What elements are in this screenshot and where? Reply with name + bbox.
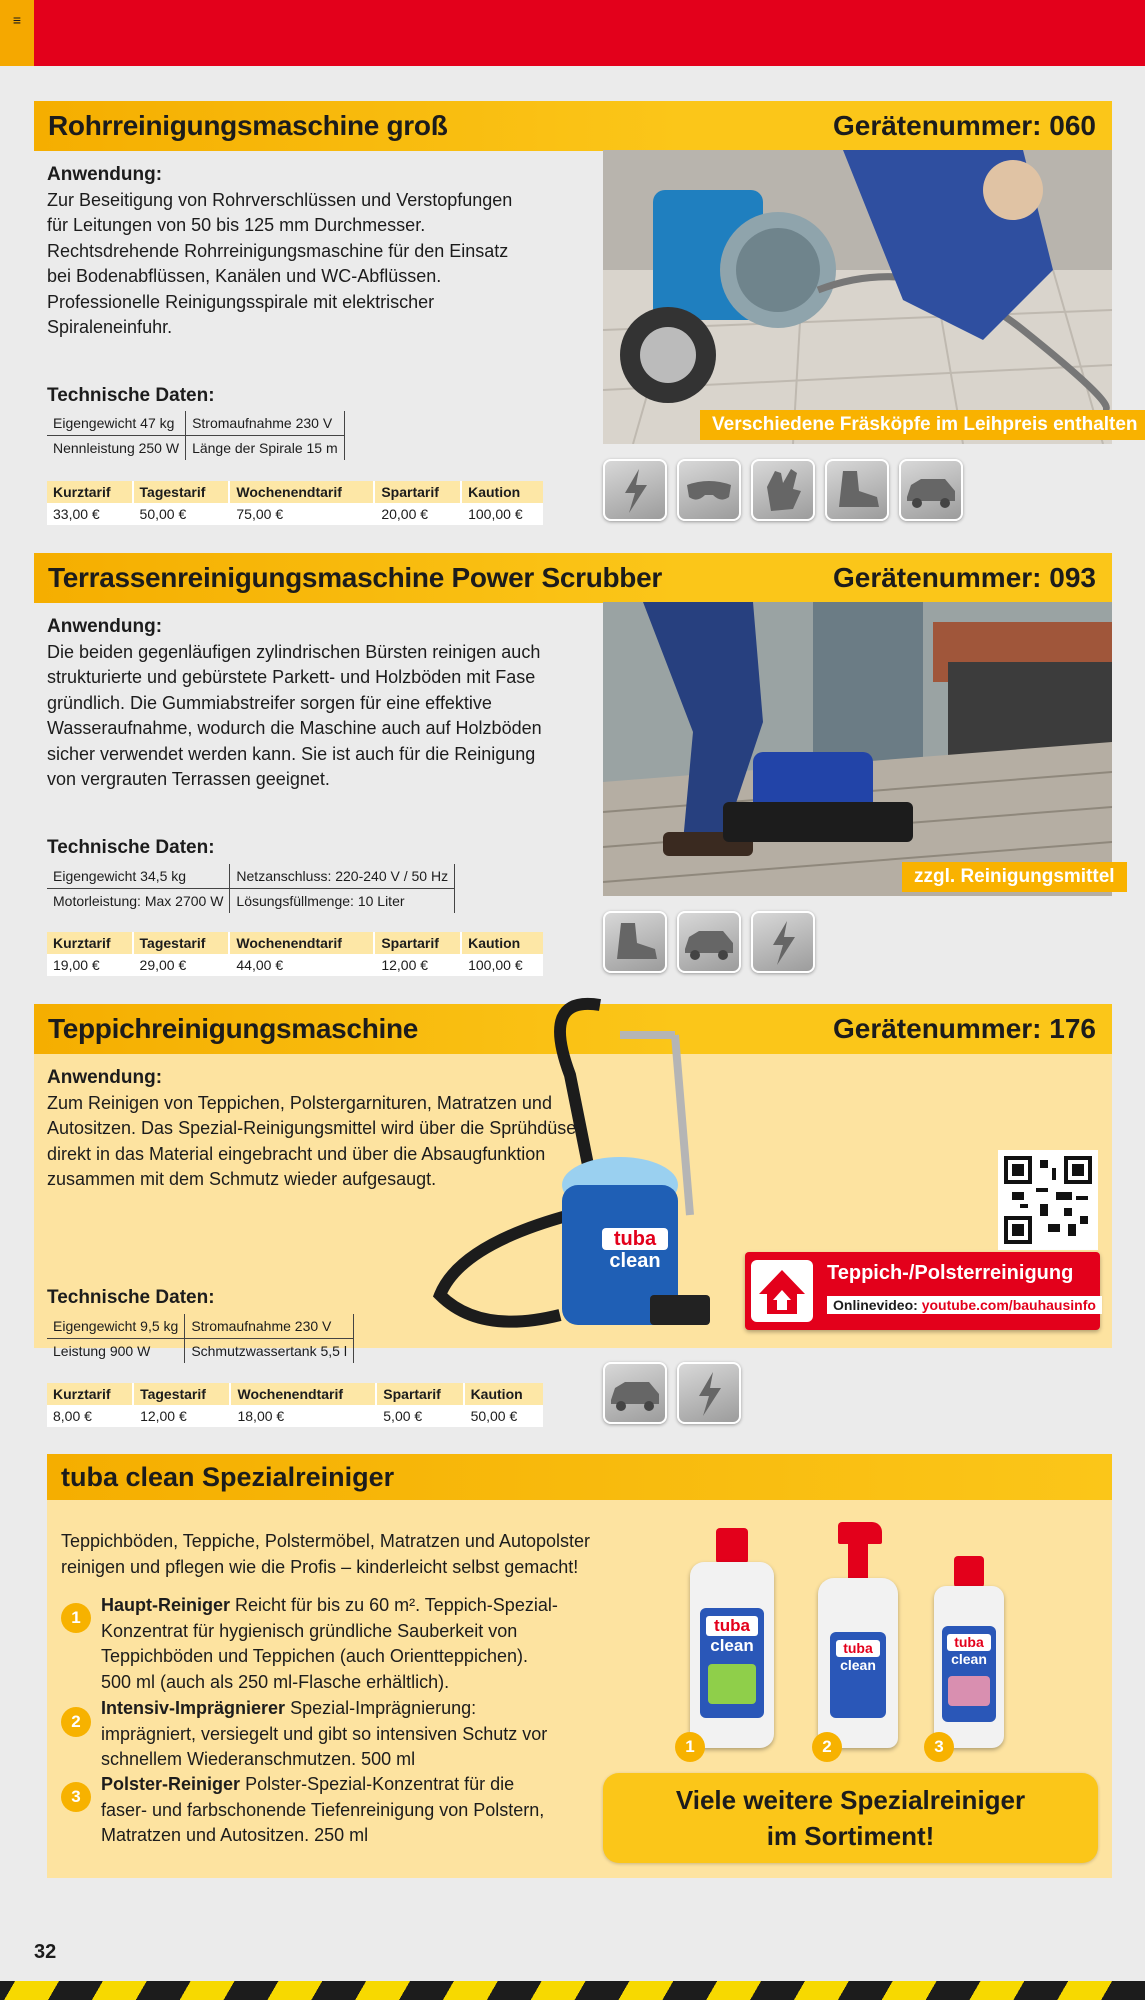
application-description: Die beiden gegenläufigen zylindrischen Bürsten reinigen auch strukturierte und gebürstete Parkett- und Holzböden mit Fase gründlich. Die Gummiabstreifer sorgen für eine effektive Wasseraufnahme, wodurch die Maschine auch auf Holzböden sicher verwendet werden kann. Sie ist auch für die Reinigung von vergrauten Terrassen geeignet. [47,641,542,789]
safety-boot-icon [603,911,667,973]
house-logo-icon [751,1260,813,1322]
section-title: Teppichreinigungsmaschine [48,1013,419,1044]
machine-brand-label: tuba clean [602,1228,668,1272]
cleaner-item: Haupt-Reiniger Reicht für bis zu 60 m². Teppich-Spezial-Konzentrat für hygienisch gründliche Sauberkeit von Teppichböden und Teppichen (auch Orientteppichen). 500 ml (auch als 250 ml-Flasche erhältlich). [101,1595,558,1692]
item-badge: 2 [61,1707,91,1737]
device-number: Gerätenummer: 060 [832,110,1096,141]
bottle-number: 3 [924,1732,954,1762]
device-number: Gerätenummer: 176 [832,1013,1096,1044]
lightning-icon [751,911,815,973]
pipe-cleaner-photo [603,150,1112,444]
video-link-box[interactable] [745,1252,1100,1330]
hazard-stripe [0,1981,1145,2000]
spec-table: Eigengewicht 47 kg Stromaufnahme 230 V Nennleistung 250 W Länge der Spirale 15 m [47,411,345,460]
item-badge: 3 [61,1782,91,1812]
work-glove-icon [751,459,815,521]
page-number: 32 [34,1941,57,1963]
bottle-number: 1 [675,1732,705,1762]
bottle-intensiv-impraegnierer: tuba clean [816,1522,900,1748]
tech-data-label: Technische Daten: [47,385,215,406]
more-cleaners-banner: Viele weitere Spezialreiniger im Sortiment! [603,1773,1098,1863]
bottle-number: 2 [812,1732,842,1762]
safety-glasses-icon [677,459,741,521]
spec-table: Eigengewicht 34,5 kg Netzanschluss: 220-240 V / 50 Hz Motorleistung: Max 2700 W Lösungsfüllmenge: 10 Liter [47,864,455,913]
car-icon [603,1362,667,1424]
section-title: Rohrreinigungsmaschine groß [48,110,448,141]
application-description: Zum Reinigen von Teppichen, Polstergarnituren, Matratzen und Autositzen. Das Spezial-Reinigungsmittel wird über die Sprühdüse direkt in das Material eingebracht und über die Absaugfunktion zusammen mit dem Schmutz wieder aufgesaugt. [47,1092,577,1189]
photo-caption: Verschiedene Fräsköpfe im Leihpreis enthalten [700,410,1145,440]
lightning-icon [603,459,667,521]
price-table: Kurztarif Tagestarif Wochenendtarif Spartarif Kaution 33,00 € 50,00 € 75,00 € 20,00 € 100,00 € [47,481,543,525]
lightning-icon [677,1362,741,1424]
cleaner-item: Intensiv-Imprägnierer Spezial-Imprägnierung: imprägniert, versiegelt und gibt so intensiven Schutz vor schnellem Wiederanschmutzen. 500 ml [101,1698,548,1769]
car-icon [899,459,963,521]
spec-table: Eigengewicht 9,5 kg Stromaufnahme 230 V Leistung 900 W Schmutzwassertank 5,5 l [47,1314,354,1363]
car-icon [677,911,741,973]
top-bar [0,0,1145,66]
cleaner-title: tuba clean Spezialreiniger [61,1462,395,1492]
price-table: Kurztarif Tagestarif Wochenendtarif Spartarif Kaution 19,00 € 29,00 € 44,00 € 12,00 € 100,00 € [47,932,543,976]
cleaner-intro: Teppichböden, Teppiche, Polstermöbel, Matratzen und Autopolster reinigen und pflegen wie die Profis – kinderleicht selbst gemacht! [61,1531,591,1577]
section-header-rohrreinigung [34,101,1112,151]
menu-marker: ≡ [0,0,34,66]
video-link[interactable]: Onlinevideo: youtube.com/bauhausinfo [827,1296,1102,1314]
carpet-machine-image [420,995,720,1365]
video-title: Teppich-/Polsterreinigung [827,1262,1074,1284]
device-number: Gerätenummer: 093 [832,562,1096,593]
application-text [47,162,527,341]
cleaner-item: Polster-Reiniger Polster-Spezial-Konzentrat für die faser- und farbschonende Tiefenreinigung von Polstern, Matratzen und Autositzen. 250 ml [101,1774,545,1845]
section-header-power-scrubber [34,553,1112,603]
tech-data-label: Technische Daten: [47,837,215,858]
power-scrubber-photo [603,602,1112,896]
application-text [47,614,567,793]
item-badge: 1 [61,1603,91,1633]
price-table: Kurztarif Tagestarif Wochenendtarif Spartarif Kaution 8,00 € 12,00 € 18,00 € 5,00 € 50,00 € [47,1383,543,1427]
application-label: Anwendung: [47,616,163,637]
qr-code[interactable] [998,1150,1098,1250]
bottle-polster-reiniger: tuba clean [934,1556,1004,1748]
section-title: Terrassenreinigungsmaschine Power Scrubber [48,562,662,593]
application-label: Anwendung: [47,1067,163,1088]
application-label: Anwendung: [47,164,163,185]
photo-caption: zzgl. Reinigungsmittel [902,862,1127,892]
bottle-haupt-reiniger: tuba clean [690,1528,774,1748]
tech-data-label: Technische Daten: [47,1287,215,1308]
application-description: Zur Beseitigung von Rohrverschlüssen und Verstopfungen für Leitungen von 50 bis 125 mm Durchmesser. Rechtsdrehende Rohrreinigungsmaschine für den Einsatz bei Bodenabflüssen, Kanälen und WC-Abflüssen. Professionelle Reinigungsspirale mit elektrischer Spiraleneinfuhr. [47,189,513,337]
cleaner-header [47,1454,1112,1500]
safety-boot-icon [825,459,889,521]
